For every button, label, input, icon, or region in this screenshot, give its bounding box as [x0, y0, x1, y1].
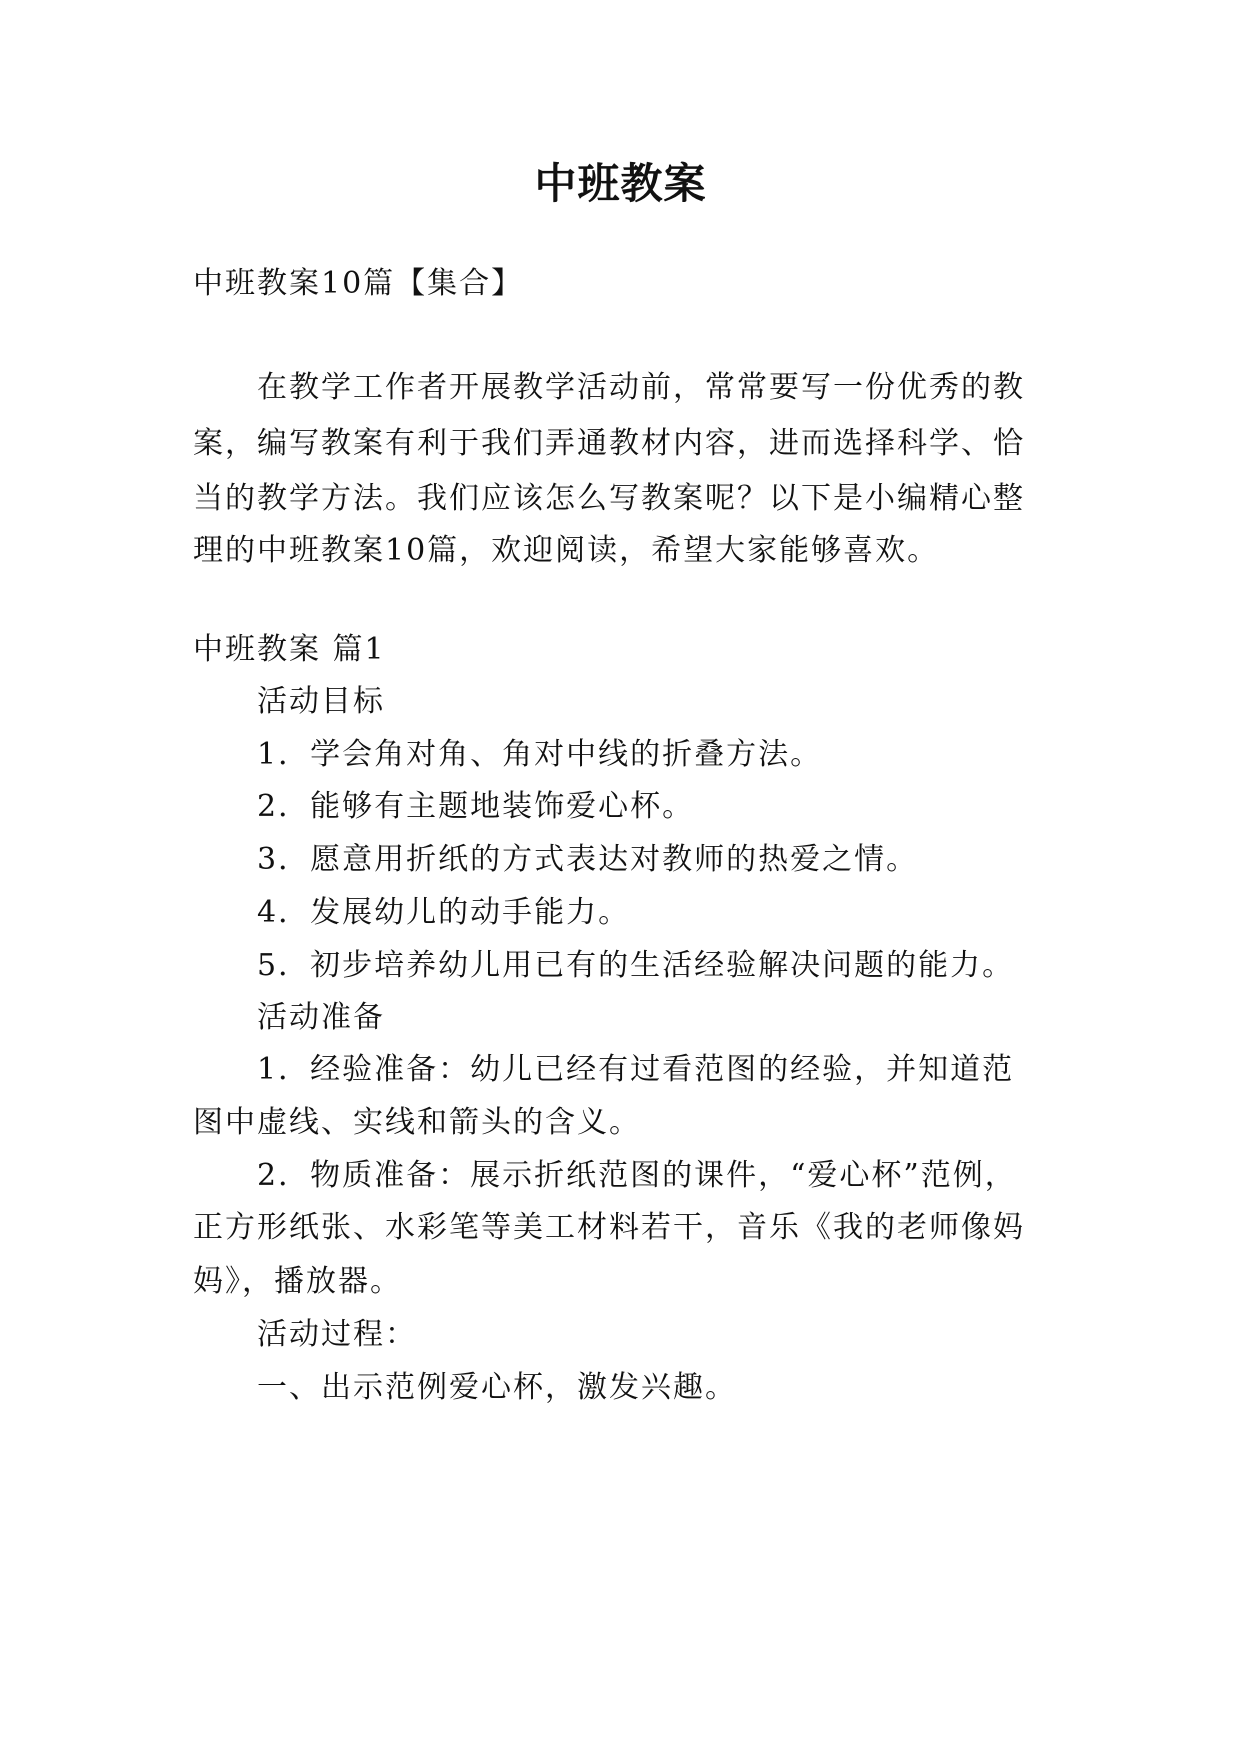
goal-item: 2．能够有主题地装饰爱心杯。 [257, 789, 695, 824]
prep-line: 1．经验准备：幼儿已经有过看范图的经验，并知道范 [257, 1052, 1015, 1087]
document-title: 中班教案 [534, 159, 707, 208]
goal-item: 1．学会角对角、角对中线的折叠方法。 [257, 737, 823, 772]
goal-item: 5．初步培养幼儿用已有的生活经验解决问题的能力。 [257, 948, 1015, 983]
intro-line: 当的教学方法。我们应该怎么写教案呢？以下是小编精心整 [193, 481, 1025, 516]
prep-heading: 活动准备 [257, 1000, 385, 1035]
document-subtitle: 中班教案10篇【集合】 [193, 266, 524, 301]
process-heading: 活动过程： [257, 1317, 417, 1352]
intro-line: 理的中班教案10篇，欢迎阅读，希望大家能够喜欢。 [193, 533, 940, 568]
goals-heading: 活动目标 [257, 684, 385, 719]
process-step: 一、出示范例爱心杯，激发兴趣。 [257, 1370, 737, 1405]
prep-line: 妈》，播放器。 [193, 1264, 402, 1299]
prep-line: 图中虚线、实线和箭头的含义。 [193, 1105, 641, 1140]
intro-line: 案，编写教案有利于我们弄通教材内容，进而选择科学、恰 [193, 426, 1025, 461]
prep-line: 2．物质准备：展示折纸范图的课件，“爱心杯”范例， [257, 1158, 1017, 1193]
goal-item: 3．愿意用折纸的方式表达对教师的热爱之情。 [257, 842, 919, 877]
prep-line: 正方形纸张、水彩笔等美工材料若干，音乐《我的老师像妈 [193, 1210, 1025, 1245]
goal-item: 4．发展幼儿的动手能力。 [257, 895, 631, 930]
intro-line: 在教学工作者开展教学活动前，常常要写一份优秀的教 [257, 370, 1025, 405]
section-heading: 中班教案 篇1 [193, 632, 386, 667]
